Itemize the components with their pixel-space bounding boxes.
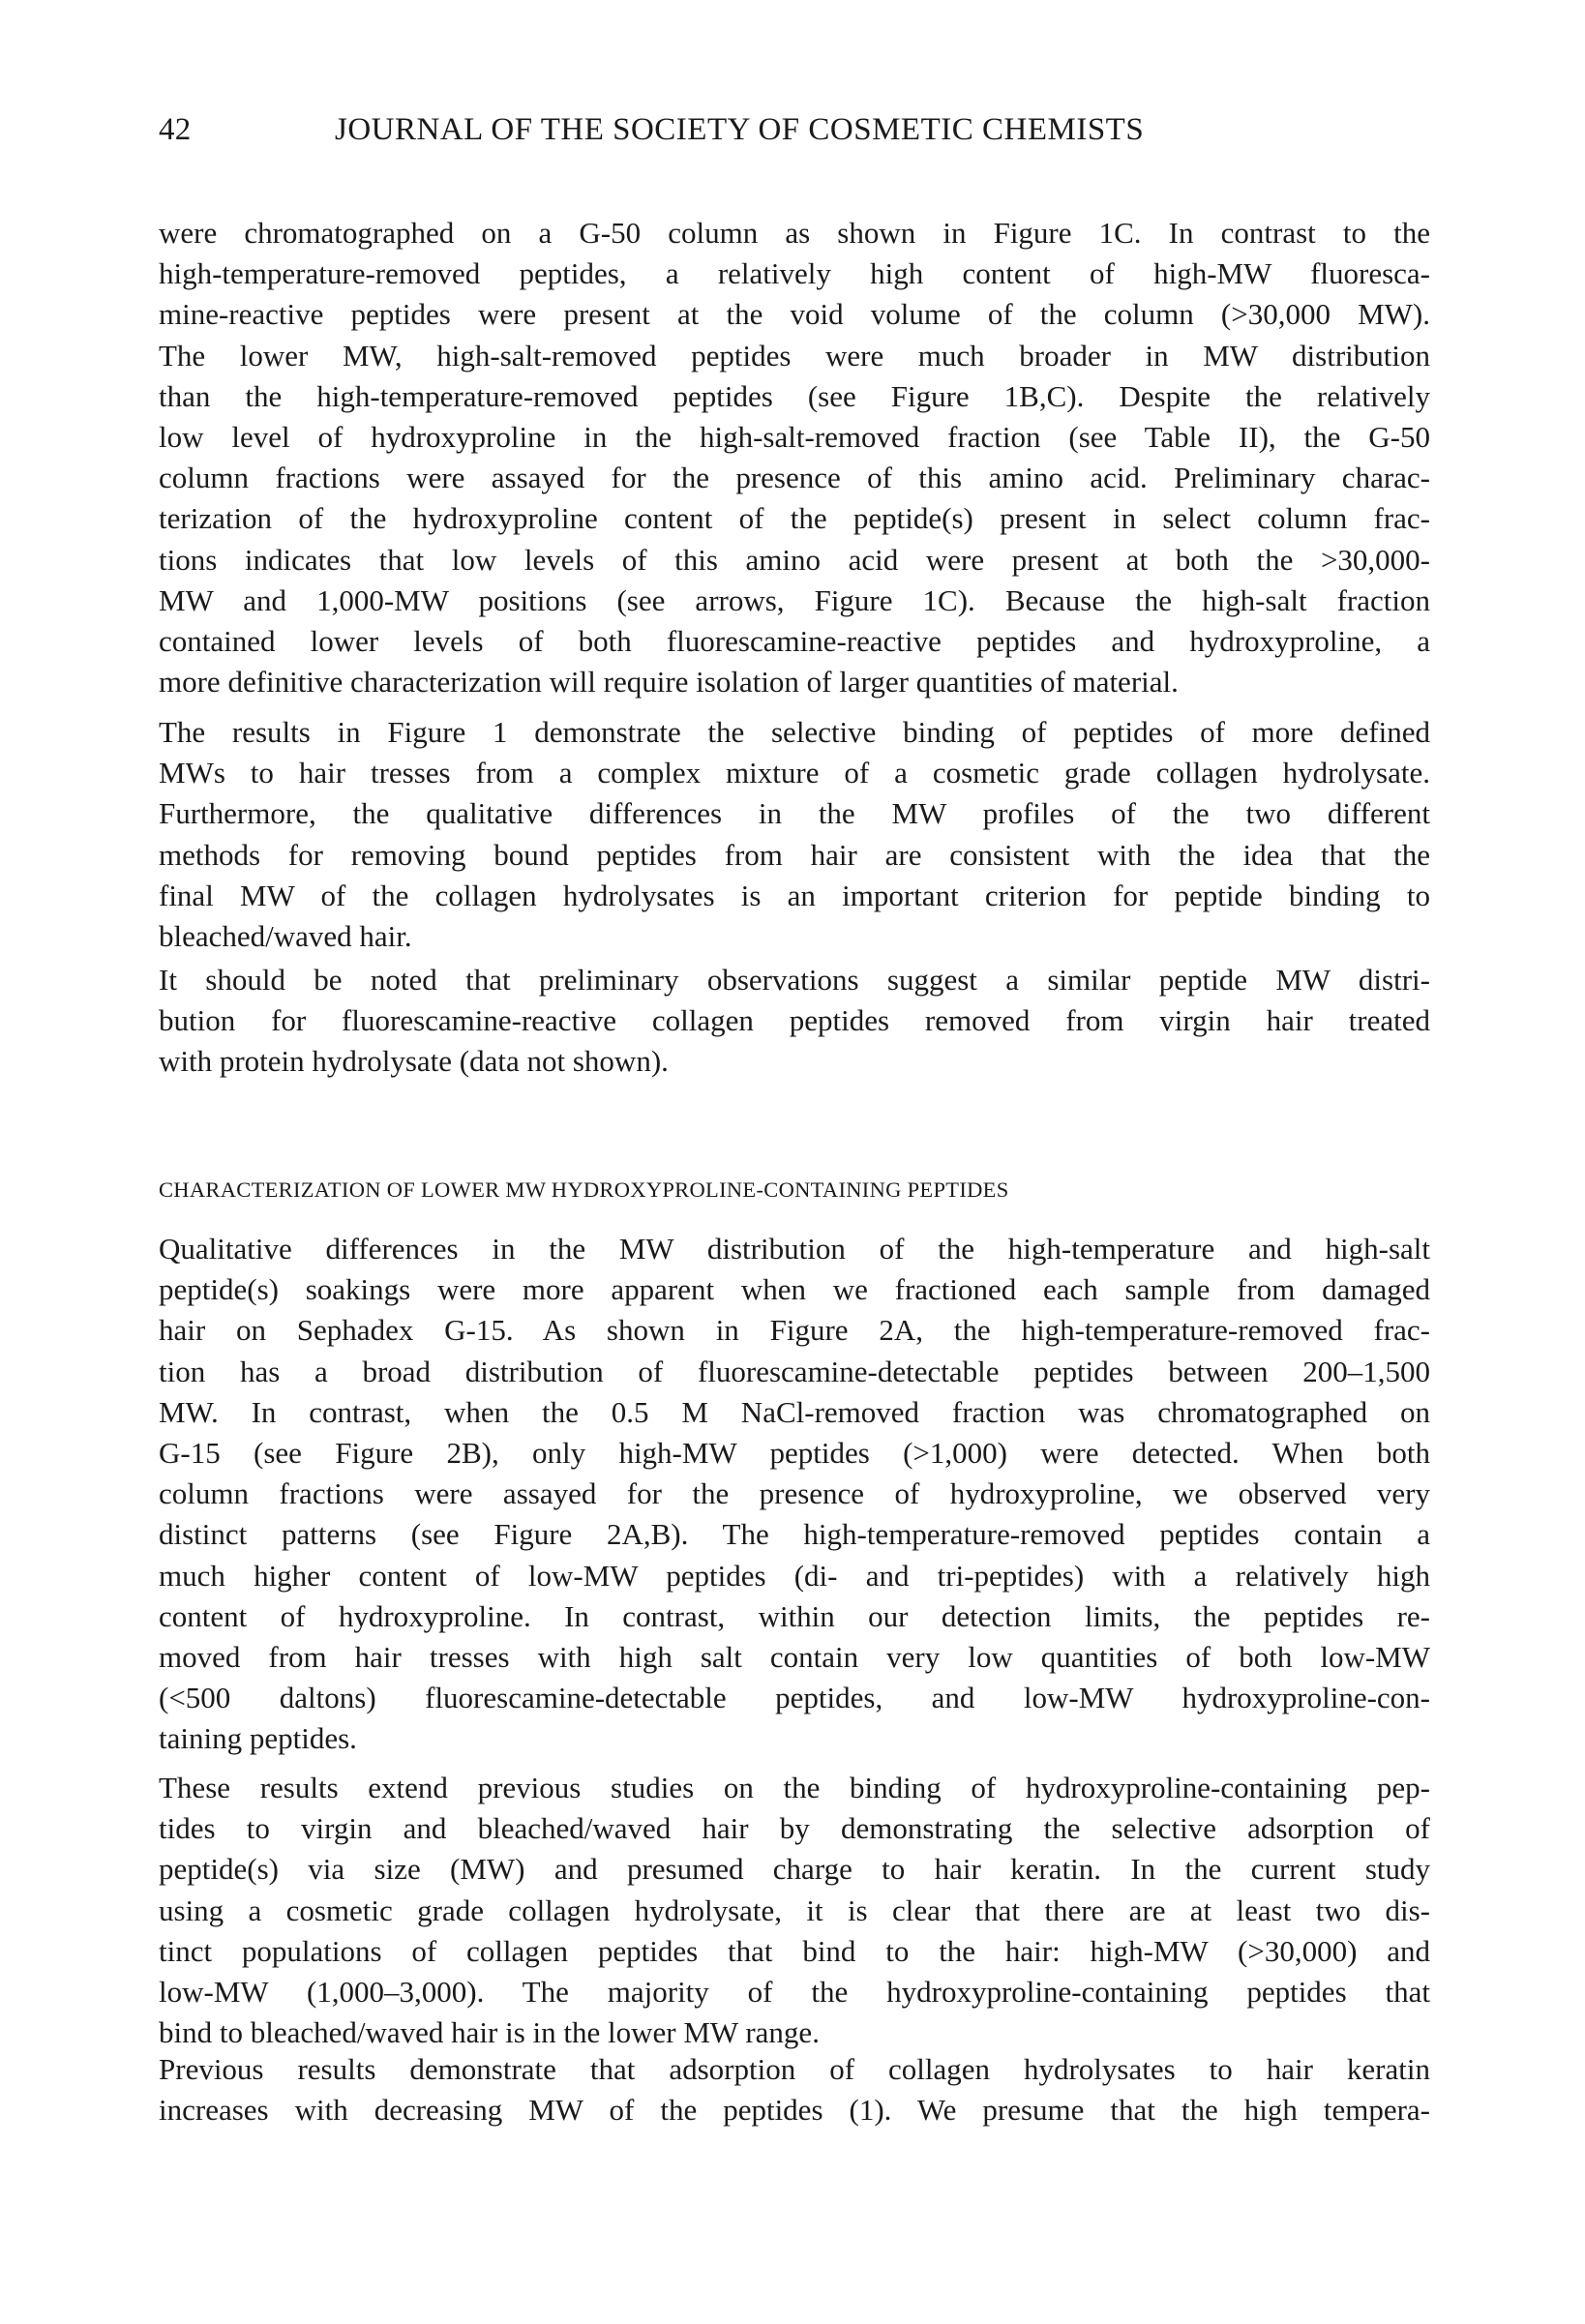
- text-line: peptide(s) via size (MW) and presumed charge to hair keratin. In the current study: [159, 1852, 1430, 1887]
- text-line: more definitive characterization will require isolation of larger quantities of material.: [159, 665, 1179, 700]
- text-line: methods for removing bound peptides from hair are consistent with the idea that the: [159, 837, 1430, 872]
- text-line: final MW of the collagen hydrolysates is an important criterion for peptide binding to: [159, 878, 1430, 912]
- text-line: Qualitative differences in the MW distribution of the high-temperature and high-salt: [159, 1232, 1430, 1266]
- text-line: It should be noted that preliminary observations suggest a similar peptide MW distri-: [159, 963, 1430, 997]
- text-line: G-15 (see Figure 2B), only high-MW peptides (>1,000) were detected. When both: [159, 1435, 1430, 1470]
- text-line: distinct patterns (see Figure 2A,B). The high-temperature-removed peptides contain a: [159, 1517, 1430, 1552]
- page-number: 42: [159, 112, 192, 147]
- text-line: content of hydroxyproline. In contrast, within our detection limits, the peptides re-: [159, 1598, 1430, 1633]
- text-line: The lower MW, high-salt-removed peptides were much broader in MW distribution: [159, 338, 1430, 372]
- text-line: tides to virgin and bleached/waved hair by demonstrating the selective adsorption of: [159, 1811, 1430, 1846]
- text-line: MW. In contrast, when the 0.5 M NaCl-removed fraction was chromatographed on: [159, 1394, 1430, 1429]
- paragraph-virgin-hair-note: [159, 960, 1430, 1083]
- text-line: column fractions were assayed for the presence of this amino acid. Preliminary charac-: [159, 461, 1430, 495]
- section-heading: CHARACTERIZATION OF LOWER MW HYDROXYPROLINE-CONTAINING PEPTIDES: [159, 1177, 1009, 1202]
- text-line: column fractions were assayed for the presence of hydroxyproline, we observed very: [159, 1476, 1430, 1511]
- journal-title: JOURNAL OF THE SOCIETY OF COSMETIC CHEMISTS: [335, 112, 1145, 147]
- text-line: Previous results demonstrate that adsorption of collagen hydrolysates to hair keratin: [159, 2052, 1430, 2086]
- text-line: tion has a broad distribution of fluorescamine-detectable peptides between 200–1,500: [159, 1354, 1430, 1388]
- text-line: increases with decreasing MW of the peptides (1). We presume that the high tempera-: [159, 2093, 1430, 2128]
- paragraph-g15-distribution: [159, 1229, 1430, 1759]
- text-line: mine-reactive peptides were present at the void volume of the column (>30,000 MW).: [159, 297, 1430, 332]
- paragraph-figure1-results: [159, 712, 1430, 957]
- text-line: with protein hydrolysate (data not shown).: [159, 1044, 669, 1079]
- text-line: much higher content of low-MW peptides (di- and tri-peptides) with a relatively high: [159, 1558, 1430, 1593]
- text-line: low level of hydroxyproline in the high-salt-removed fraction (see Table II), the G-50: [159, 419, 1430, 454]
- text-line: bution for fluorescamine-reactive collagen peptides removed from virgin hair treated: [159, 1003, 1430, 1038]
- text-line: high-temperature-removed peptides, a relatively high content of high-MW fluoresca-: [159, 256, 1430, 291]
- text-line: These results extend previous studies on the binding of hydroxyproline-containing pep-: [159, 1771, 1430, 1804]
- paragraph-g50-chromatography: [159, 213, 1430, 702]
- text-line: contained lower levels of both fluorescamine-reactive peptides and hydroxyproline, a: [159, 623, 1430, 658]
- text-line: The results in Figure 1 demonstrate the selective binding of peptides of more defined: [159, 715, 1430, 749]
- text-line: using a cosmetic grade collagen hydrolysate, it is clear that there are at least two dis-: [159, 1892, 1430, 1927]
- text-line: bleached/waved hair.: [159, 918, 412, 953]
- paragraph-previous-results: [159, 2049, 1430, 2130]
- text-line: low-MW (1,000–3,000). The majority of the hydroxyproline-containing peptides that: [159, 1974, 1430, 2009]
- text-line: bind to bleached/waved hair is in the lower MW range.: [159, 2015, 820, 2050]
- text-line: MW and 1,000-MW positions (see arrows, Figure 1C). Because the high-salt fraction: [159, 582, 1430, 617]
- text-line: moved from hair tresses with high salt contain very low quantities of both low-MW: [159, 1639, 1430, 1674]
- text-line: than the high-temperature-removed peptides (see Figure 1B,C). Despite the relatively: [159, 378, 1430, 413]
- text-line: (<500 daltons) fluorescamine-detectable peptides, and low-MW hydroxyproline-con-: [159, 1681, 1430, 1715]
- text-line: MWs to hair tresses from a complex mixture of a cosmetic grade collagen hydrolysate.: [159, 756, 1430, 790]
- text-line: Furthermore, the qualitative differences in the MW profiles of the two different: [159, 796, 1430, 831]
- text-line: tinct populations of collagen peptides that bind to the hair: high-MW (>30,000) and: [159, 1933, 1430, 1968]
- text-line: were chromatographed on a G-50 column as shown in Figure 1C. In contrast to the: [159, 216, 1430, 250]
- running-head: [159, 112, 1430, 161]
- paragraph-binding-studies: [159, 1768, 1430, 2053]
- text-line: taining peptides.: [159, 1721, 357, 1756]
- text-line: tions indicates that low levels of this amino acid were present at both the >30,000-: [159, 542, 1430, 577]
- text-line: peptide(s) soakings were more apparent when we fractioned each sample from damaged: [159, 1272, 1430, 1307]
- text-line: hair on Sephadex G-15. As shown in Figure 2A, the high-temperature-removed frac-: [159, 1313, 1430, 1348]
- text-line: terization of the hydroxyproline content of the peptide(s) present in select column frac-: [159, 501, 1430, 536]
